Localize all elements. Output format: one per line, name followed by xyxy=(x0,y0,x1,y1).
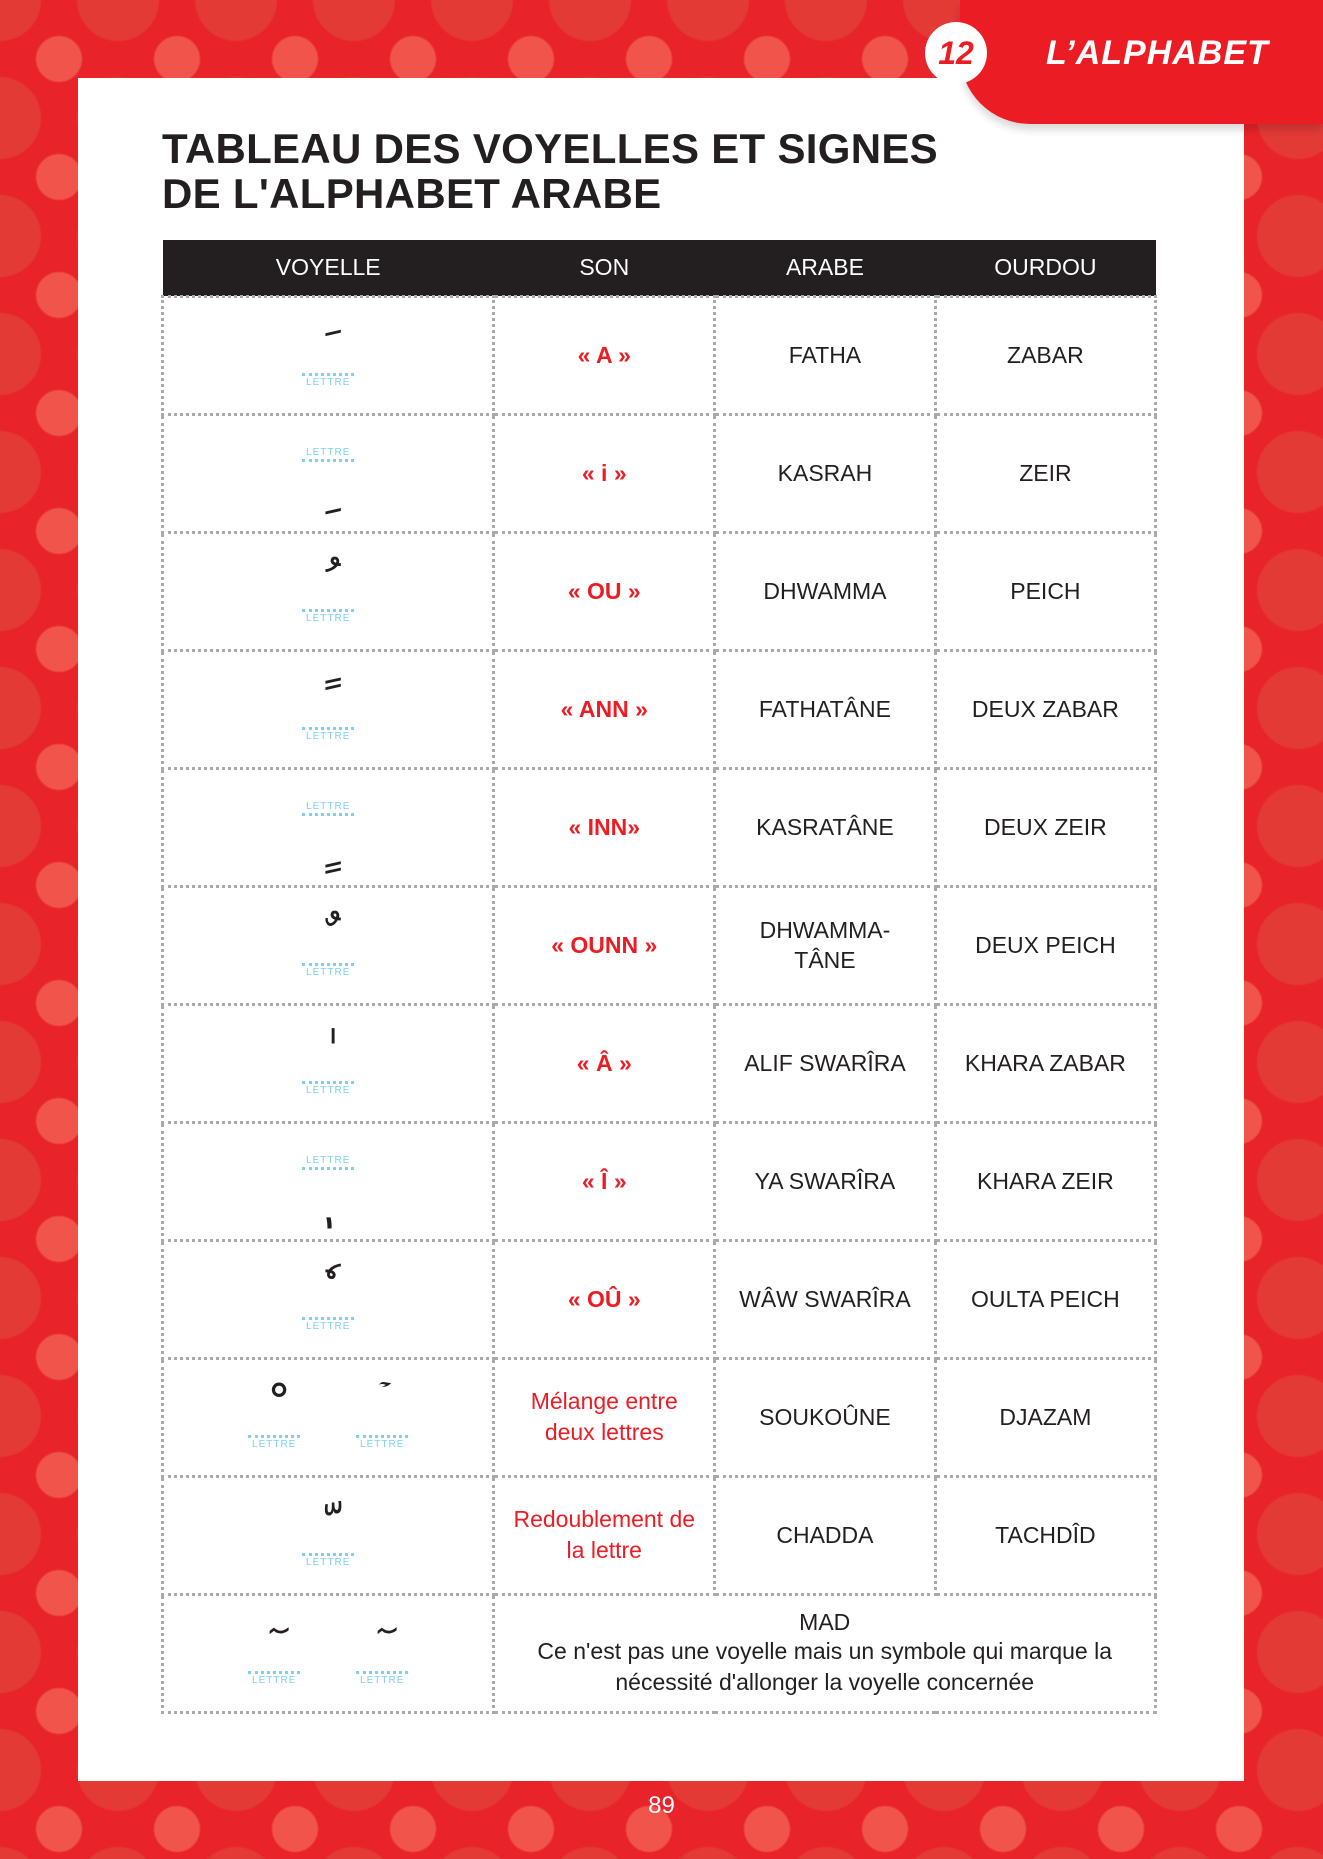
table-row xyxy=(163,1358,1156,1476)
table-row xyxy=(163,1594,1156,1712)
table-row xyxy=(163,532,1156,650)
son-cell xyxy=(494,414,715,532)
vowel-sign-glyph: ۡ xyxy=(375,1379,389,1443)
ourdou-text: DEUX ZABAR xyxy=(971,695,1119,722)
vowel-sign xyxy=(302,447,354,520)
arabe-text: FATHATÂNE xyxy=(758,696,891,722)
ourdou-text: PEICH xyxy=(1010,577,1081,604)
vowel-sign-glyph: ٌ xyxy=(319,907,337,971)
son-text: « OU » xyxy=(567,577,641,604)
letter-placeholder: LETTRE xyxy=(356,1435,408,1450)
vowel-sign-glyph: ً xyxy=(319,671,337,735)
vowel-cell xyxy=(163,650,494,768)
vowel-cell xyxy=(163,768,494,886)
son-cell xyxy=(494,886,715,1004)
letter-placeholder: LETTRE xyxy=(302,727,354,742)
arabe-cell xyxy=(715,650,936,768)
letter-placeholder: LETTRE xyxy=(302,447,354,462)
vowel-sign-glyph: َ xyxy=(319,317,337,381)
vowel-sign-glyph: ٓ xyxy=(265,1615,283,1679)
arabe-cell xyxy=(715,532,936,650)
table-row xyxy=(163,296,1156,414)
son-text: « OUNN » xyxy=(551,931,658,958)
table-row xyxy=(163,1004,1156,1122)
letter-placeholder: LETTRE xyxy=(302,609,354,624)
ourdou-text: DJAZAM xyxy=(999,1403,1092,1430)
vowel-sign xyxy=(248,1615,300,1686)
arabe-text: DHWAMMA xyxy=(763,578,887,604)
vowel-sign xyxy=(302,907,354,978)
ourdou-cell xyxy=(935,650,1155,768)
arabe-text: KASRATÂNE xyxy=(756,814,894,840)
son-text: Redoublement de la lettre xyxy=(513,1506,696,1563)
arabe-cell xyxy=(715,768,936,886)
son-cell xyxy=(494,768,715,886)
vowel-sign xyxy=(302,1155,354,1228)
arabe-text: CHADDA xyxy=(776,1522,874,1548)
son-text: « i » xyxy=(581,459,627,486)
letter-placeholder: LETTRE xyxy=(302,1155,354,1170)
vowel-sign xyxy=(302,1025,354,1096)
vowels-table xyxy=(161,240,1157,1714)
son-text: Mélange entre deux lettres xyxy=(530,1388,678,1445)
son-cell xyxy=(494,296,715,414)
ourdou-text: TACHDÎD xyxy=(995,1521,1096,1548)
ourdou-cell xyxy=(935,414,1155,532)
title-line: TABLEAU DES VOYELLES ET SIGNES xyxy=(162,125,938,172)
letter-placeholder: LETTRE xyxy=(356,1671,408,1686)
vowel-sign xyxy=(356,1615,408,1686)
vowel-sign-glyph: ٗ xyxy=(319,1261,337,1325)
table-row xyxy=(163,1122,1156,1240)
arabe-text: KASRAH xyxy=(777,460,873,486)
ourdou-cell xyxy=(935,768,1155,886)
vowel-cell xyxy=(163,1240,494,1358)
vowel-sign-glyph: ٖ xyxy=(312,1165,345,1228)
page-number: 89 xyxy=(648,1792,675,1819)
arabe-cell xyxy=(715,1240,936,1358)
arabe-cell xyxy=(715,886,936,1004)
vowel-sign-glyph: ٓ xyxy=(373,1615,391,1679)
title-line: DE L'ALPHABET ARABE xyxy=(162,170,662,217)
table-row xyxy=(163,1240,1156,1358)
ourdou-cell xyxy=(935,1358,1155,1476)
letter-placeholder: LETTRE xyxy=(302,963,354,978)
arabe-cell xyxy=(715,1004,936,1122)
vowel-cell xyxy=(163,296,494,414)
mad-cell xyxy=(494,1594,1156,1712)
arabe-cell xyxy=(715,1122,936,1240)
son-text: « Î » xyxy=(581,1167,627,1194)
table-row xyxy=(163,650,1156,768)
vowel-sign-glyph: ْ xyxy=(265,1379,283,1443)
arabe-cell xyxy=(715,296,936,414)
vowel-sign xyxy=(302,553,354,624)
vowel-sign-glyph: ُ xyxy=(319,553,337,617)
vowel-sign-glyph: ٍ xyxy=(319,811,337,874)
arabe-cell xyxy=(715,414,936,532)
vowel-sign xyxy=(302,317,354,388)
ourdou-cell xyxy=(935,886,1155,1004)
letter-placeholder: LETTRE xyxy=(302,373,354,388)
son-cell xyxy=(494,1004,715,1122)
ourdou-text: ZEIR xyxy=(1019,459,1072,486)
table-row xyxy=(163,768,1156,886)
chapter-tab xyxy=(960,0,1323,124)
vowel-sign xyxy=(356,1379,408,1450)
ourdou-cell xyxy=(935,1476,1155,1594)
ourdou-cell xyxy=(935,1004,1155,1122)
vowel-cell xyxy=(163,414,494,532)
arabe-cell xyxy=(715,1476,936,1594)
mad-title: MAD xyxy=(799,1608,851,1635)
col-header-arabe: ARABE xyxy=(715,240,936,296)
son-cell xyxy=(494,1358,715,1476)
vowel-cell xyxy=(163,532,494,650)
arabe-text: FATHA xyxy=(788,342,862,368)
col-header-son: SON xyxy=(494,240,715,296)
son-text: « OÛ » xyxy=(567,1285,641,1312)
vowel-sign xyxy=(302,1261,354,1332)
ourdou-text: DEUX ZEIR xyxy=(984,813,1107,840)
son-text: « A » xyxy=(577,341,631,368)
ourdou-text: KHARA ZABAR xyxy=(964,1049,1126,1076)
letter-placeholder: LETTRE xyxy=(302,801,354,816)
letter-placeholder: LETTRE xyxy=(302,1317,354,1332)
page-title xyxy=(162,126,938,216)
ourdou-cell xyxy=(935,1122,1155,1240)
arabe-text: YA SWARÎRA xyxy=(754,1168,896,1194)
son-text: « INN» xyxy=(568,813,641,840)
vowel-cell xyxy=(163,1004,494,1122)
vowel-cell xyxy=(163,1594,494,1712)
letter-placeholder: LETTRE xyxy=(248,1435,300,1450)
vowel-cell xyxy=(163,1358,494,1476)
chapter-title: L’ALPHABET xyxy=(1046,34,1269,72)
table-row xyxy=(163,414,1156,532)
col-header-voyelle: VOYELLE xyxy=(163,240,494,296)
mad-text: Ce n'est pas une voyelle mais un symbole qui marque la nécessité d'allonger la voyelle concernée xyxy=(537,1637,1113,1695)
ourdou-cell xyxy=(935,1240,1155,1358)
son-cell xyxy=(494,1476,715,1594)
vowel-sign xyxy=(302,801,354,874)
ourdou-text: DEUX PEICH xyxy=(975,931,1116,958)
son-cell xyxy=(494,650,715,768)
son-text: « ANN » xyxy=(560,695,648,722)
son-text: « Â » xyxy=(576,1049,632,1076)
vowel-sign-glyph: ٰ xyxy=(319,1025,337,1089)
son-cell xyxy=(494,1240,715,1358)
table-row xyxy=(163,886,1156,1004)
vowel-cell xyxy=(163,1476,494,1594)
letter-placeholder: LETTRE xyxy=(248,1671,300,1686)
chapter-number-badge: 12 xyxy=(925,22,987,84)
son-cell xyxy=(494,532,715,650)
arabe-text: WÂW SWARÎRA xyxy=(739,1286,911,1312)
vowel-sign xyxy=(302,671,354,742)
arabe-text: DHWAMMA-TÂNE xyxy=(759,917,891,973)
ourdou-cell xyxy=(935,532,1155,650)
col-header-ourdou: OURDOU xyxy=(935,240,1155,296)
letter-placeholder: LETTRE xyxy=(302,1553,354,1568)
ourdou-cell xyxy=(935,296,1155,414)
vowel-sign xyxy=(248,1379,300,1450)
ourdou-text: KHARA ZEIR xyxy=(977,1167,1114,1194)
vowel-cell xyxy=(163,886,494,1004)
vowel-sign xyxy=(302,1497,354,1568)
vowel-sign-glyph: ّ xyxy=(319,1497,337,1561)
arabe-text: SOUKOÛNE xyxy=(759,1404,891,1430)
son-cell xyxy=(494,1122,715,1240)
letter-placeholder: LETTRE xyxy=(302,1081,354,1096)
arabe-text: ALIF SWARÎRA xyxy=(744,1050,906,1076)
ourdou-text: OULTA PEICH xyxy=(971,1285,1120,1312)
ourdou-text: ZABAR xyxy=(1007,341,1084,368)
vowel-sign-glyph: ِ xyxy=(319,457,337,520)
arabe-cell xyxy=(715,1358,936,1476)
vowel-cell xyxy=(163,1122,494,1240)
table-row xyxy=(163,1476,1156,1594)
